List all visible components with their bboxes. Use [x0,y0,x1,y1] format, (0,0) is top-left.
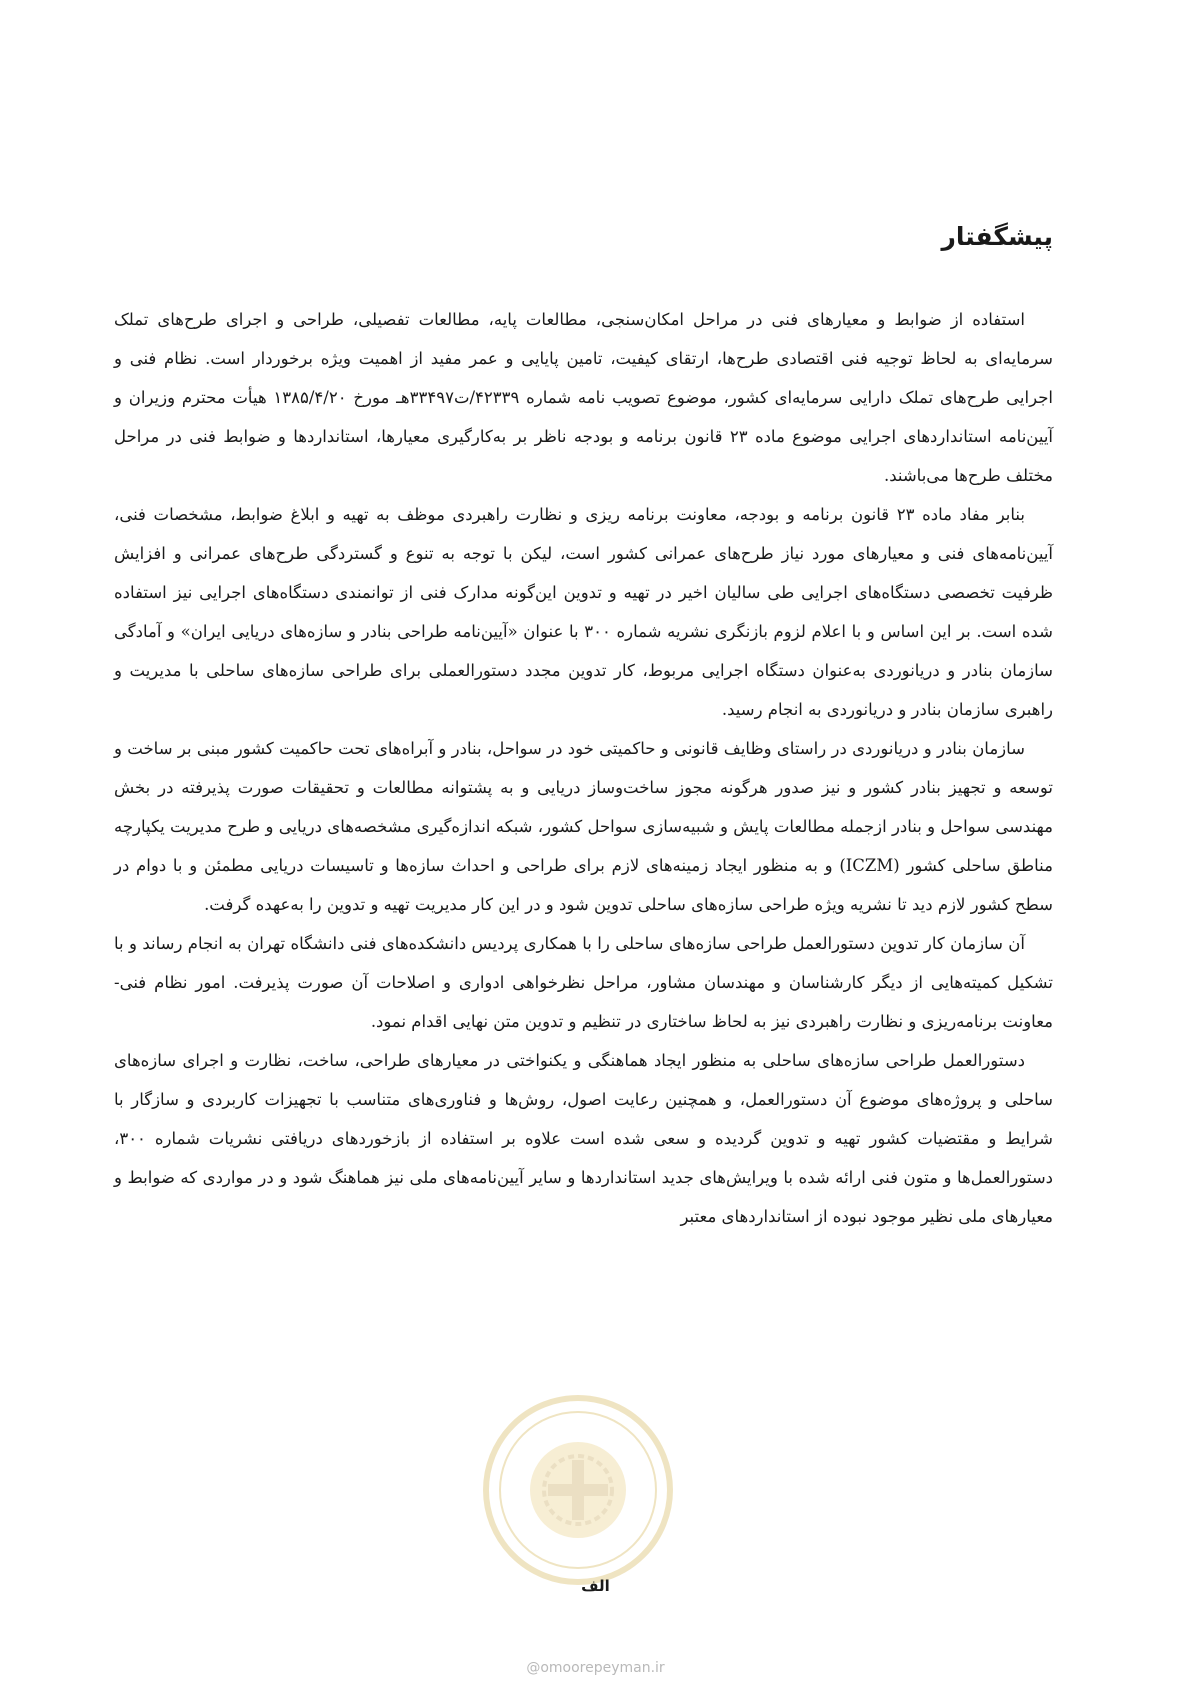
page-number: الف [581,1577,610,1595]
paragraph: سازمان بنادر و دریانوردی در راستای وظایف قانونی و حاکمیتی خود در سواحل، بنادر و آبراه‌های تحت حاکمیت کشور مبنی بر ساخت و توسعه و تجهیز بنادر کشور و نیز صدور هرگونه مجوز ساخت‌وساز دریایی و به پشتوانه مطالعات و تحقیقات صورت پذیرفته در بخش مهندسی سواحل و بنادر ازجمله مطالعات پایش و شبیه‌سازی سواحل کشور، شبکه اندازه‌گیری مشخصه‌های دریایی و طرح مدیریت یکپارچه مناطق ساحلی کشور (ICZM) و به منظور ایجاد زمینه‌های لازم برای طراحی و احداث سازه‌ها و تاسیسات دریایی مطمئن و با دوام در سطح کشور لازم دید تا نشریه ویژه طراحی سازه‌های ساحلی تدوین شود و در این کار مدیریت تهیه و تدوین را به‌عهده گرفت. [114,739,1053,914]
watermark-url: @omoorepeyman.ir [526,1660,665,1676]
body-text [114,300,1053,1236]
paragraph: دستورالعمل طراحی سازه‌های ساحلی به منظور ایجاد هماهنگی و یکنواختی در معیارهای طراحی، ساخت، نظارت و اجرای سازه‌های ساحلی و پروژه‌های موضوع آن دستورالعمل، و همچنین رعایت اصول، روش‌ها و فناوری‌های متناسب با تجهیزات کاربردی و سازگار با شرایط و مقتضیات کشور تهیه و تدوین گردیده و سعی شده است علاوه بر استفاده از بازخوردهای دریافتی نشریات شماره ۳۰۰، دستورالعمل‌ها و متون فنی ارائه شده با ویرایش‌های جدید استانداردها و سایر آیین‌نامه‌های ملی نیز هماهنگ شود و در مواردی که ضوابط و معیارهای ملی نظیر موجود نبوده از استانداردهای معتبر [114,1051,1053,1226]
paragraph: آن سازمان کار تدوین دستورالعمل طراحی سازه‌های ساحلی را با همکاری پردیس دانشکده‌های فنی دانشگاه تهران به انجام رساند و با تشکیل کمیته‌هایی از دیگر کارشناسان و مهندسان مشاور، مراحل نظرخواهی ادواری و اصلاحات آن صورت پذیرفت. امور نظام فنی- معاونت برنامه‌ریزی و نظارت راهبردی نیز به لحاظ ساختاری در تنظیم و تدوین متن نهایی اقدام نمود. [114,934,1053,1031]
page-heading: پیشگفتار [941,222,1053,251]
paragraph: بنابر مفاد ماده ۲۳ قانون برنامه و بودجه، معاونت برنامه ریزی و نظارت راهبردی موظف به تهیه و ابلاغ ضوابط، مشخصات فنی، آیین‌نامه‌های فنی و معیارهای مورد نیاز طرح‌های عمرانی کشور است، لیکن با توجه به تنوع و گستردگی طرح‌های عمرانی و افزایش ظرفیت تخصصی دستگاه‌های اجرایی طی سالیان اخیر در تهیه و تدوین این‌گونه مدارک فنی از توانمندی دستگاه‌های اجرایی نیز استفاده شده است. بر این اساس و با اعلام لزوم بازنگری نشریه شماره ۳۰۰ با عنوان «آیین‌نامه طراحی بنادر و سازه‌های دریایی ایران» و آمادگی سازمان بنادر و دریانوردی به‌عنوان دستگاه اجرایی مربوط، کار تدوین مجدد دستورالعملی برای طراحی سازه‌های ساحلی با مدیریت و راهبری سازمان بنادر و دریانوردی به انجام رسید. [114,505,1053,719]
paragraph: استفاده از ضوابط و معیارهای فنی در مراحل امکان‌سنجی، مطالعات پایه، مطالعات تفصیلی، طراحی و اجرای طرح‌های تملک سرمایه‌ای به لحاظ توجیه فنی اقتصادی طرح‌ها، ارتقای کیفیت، تامین پایایی و عمر مفید از اهمیت ویژه برخوردار است. نظام فنی و اجرایی طرح‌های تملک دارایی سرمایه‌ای کشور، موضوع تصویب نامه شماره ۴۲۳۳۹/ت۳۳۴۹۷هـ مورخ ۱۳۸۵/۴/۲۰ هیأت محترم وزیران و آیین‌نامه استانداردهای اجرایی موضوع ماده ۲۳ قانون برنامه و بودجه ناظر بر به‌کارگیری معیارها، استانداردها و ضوابط فنی در مراحل مختلف طرح‌ها می‌باشند. [114,310,1053,485]
seal-watermark-icon [478,1390,678,1590]
